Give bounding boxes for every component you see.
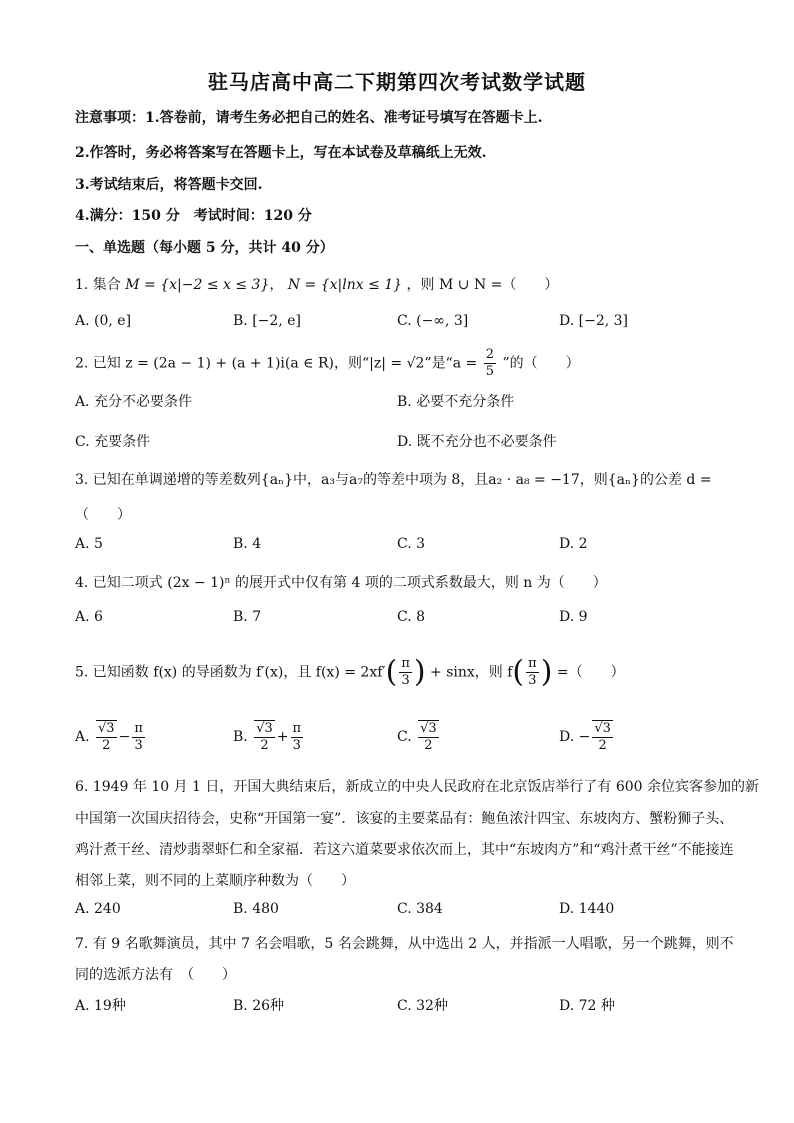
q1-option-c: C. (−∞, 3] [397, 313, 469, 329]
q7-option-b: B. 26种 [233, 998, 285, 1014]
q5-b-label: B. [233, 729, 248, 745]
q6-option-a: A. 240 [75, 901, 121, 917]
q5-a-den: 2 [102, 738, 111, 753]
question-7-line1: 7. 有 9 名歌舞演员，其中 7 名会唱歌，5 名会跳舞，从中选出 2 人，并指派一人唱歌，另一个跳舞，则不 [75, 936, 734, 952]
q5-option-c [397, 720, 441, 754]
page-title: 驻马店高中高二下期第四次考试数学试题 [208, 70, 586, 94]
question-3-stem-line2: （ ） [75, 507, 131, 523]
section-heading: 一、单选题（每小题 5 分，共计 40 分） [75, 240, 334, 256]
question-6-line4: 相邻上菜，则不同的上菜顺序种数为（ ） [75, 873, 355, 889]
q5-fraction-2 [526, 656, 539, 689]
q5-b-frac1 [254, 720, 275, 754]
q3-option-b: B. 4 [233, 536, 262, 552]
q4-option-b: B. 7 [233, 609, 262, 625]
q3-option-a: A. 5 [75, 536, 103, 552]
q5-a-num2: π [134, 720, 143, 736]
q5-b-op: + [276, 729, 289, 745]
q5-c-frac [418, 720, 439, 754]
notice-4: 4.满分：150 分 考试时间：120 分 [75, 208, 312, 224]
q5-frac2-den: 3 [528, 673, 537, 688]
q5-a-den2: 3 [134, 737, 143, 753]
q1-option-d: D. [−2, 3] [559, 313, 628, 329]
q5-a-label: A. [75, 729, 90, 745]
q5-b-num: √3 [256, 721, 273, 736]
q2-option-b: B. 必要不充分条件 [397, 394, 515, 410]
q2-frac-den: 5 [485, 364, 494, 379]
notice-2: 2.作答时，务必将答案写在答题卡上，写在本试卷及草稿纸上无效. [75, 145, 487, 161]
q2-frac-num: 2 [485, 347, 494, 362]
q5-option-b [233, 720, 305, 754]
q5-paren-open-2: ( [512, 654, 525, 690]
question-1-stem [75, 274, 558, 294]
q1-sep: ， [269, 277, 284, 293]
q2-option-d: D. 既不充分也不必要条件 [397, 434, 557, 450]
q2-fraction [484, 347, 496, 380]
question-6-line2: 中国第一次国庆招待会，史称“开国第一宴”．该宴的主要菜品有：鲍鱼浓汁四宝、东坡肉方、蟹粉狮子头、 [75, 811, 734, 827]
q5-a-op: − [118, 729, 131, 745]
q5-a-frac1 [96, 720, 117, 754]
q1-prefix: 1. 集合 [75, 277, 121, 293]
q7-option-d: D. 72 种 [559, 998, 615, 1014]
q5-c-label: C. [397, 729, 412, 745]
question-3-stem-line1: 3. 已知在单调递增的等差数列{aₙ}中，a₃与a₇的等差中项为 8，且a₂ · a₈ = −17，则{aₙ}的公差 d = [75, 472, 712, 488]
q1-option-a: A. (0, e] [75, 313, 132, 329]
q5-a-num: √3 [98, 721, 115, 736]
q1-set-m: M = {x|−2 ≤ x ≤ 3} [125, 277, 270, 293]
question-2-stem [75, 347, 580, 380]
q1-set-n: N = {x|lnx ≤ 1} [287, 277, 403, 293]
q5-frac1-den: 3 [401, 673, 410, 688]
q6-option-b: B. 480 [233, 901, 279, 917]
q6-option-c: C. 384 [397, 901, 443, 917]
q5-frac2-num: π [528, 656, 537, 671]
notice-3: 3.考试结束后，将答题卡交回. [75, 177, 263, 193]
q5-paren-close: ) [413, 654, 426, 690]
q5-fraction-1 [399, 656, 412, 689]
q5-frac1-num: π [401, 656, 410, 671]
q5-b-den2: 3 [292, 737, 301, 753]
q5-d-frac [592, 720, 613, 754]
q2-stem-a: 2. 已知 z = (2a − 1) + (a + 1)i(a ∈ R)，则“|z| = √2”是“a = [75, 355, 478, 372]
q5-b-num2: π [292, 720, 302, 736]
q4-option-c: C. 8 [397, 609, 426, 625]
q3-option-c: C. 3 [397, 536, 426, 552]
q5-d-op: − [578, 729, 591, 745]
q3-option-d: D. 2 [559, 536, 588, 552]
q5-d-num: √3 [594, 721, 611, 736]
q2-option-c: C. 充要条件 [75, 434, 151, 450]
q4-option-d: D. 9 [559, 609, 588, 625]
q5-b-den: 2 [260, 738, 269, 753]
q5-option-a [75, 720, 147, 754]
q5-b-frac2 [291, 721, 304, 754]
q6-option-d: D. 1440 [559, 901, 615, 917]
q5-option-d [559, 720, 615, 754]
q2-option-a: A. 充分不必要条件 [75, 394, 193, 410]
q5-c-den: 2 [424, 738, 433, 753]
q5-stem-b: + sinx，则 f [430, 664, 513, 681]
q7-option-c: C. 32种 [397, 998, 448, 1014]
question-4-stem: 4. 已知二项式 (2x − 1)ⁿ 的展开式中仅有第 4 项的二项式系数最大，则 n 为（ ） [75, 575, 607, 591]
q1-suffix: ，则 M ∪ N =（ ） [406, 277, 559, 293]
q1-option-b: B. [−2, e] [233, 313, 301, 329]
q5-d-den: 2 [598, 738, 607, 753]
q7-option-a: A. 19种 [75, 998, 126, 1014]
q5-c-num: √3 [420, 721, 437, 736]
q5-paren-open: ( [385, 654, 398, 690]
q5-stem-c: =（ ） [556, 664, 625, 681]
question-7-line2: 同的选派方法有 （ ） [75, 967, 236, 983]
q5-a-frac2 [132, 721, 145, 754]
q5-d-label: D. [559, 729, 575, 745]
question-5-stem [75, 656, 625, 689]
q4-option-a: A. 6 [75, 609, 103, 625]
q5-paren-close-2: ) [540, 654, 553, 690]
q5-stem-a: 5. 已知函数 f(x) 的导函数为 f′(x)，且 f(x) = 2xf′ [75, 664, 386, 681]
q2-stem-b: ”的（ ） [502, 355, 580, 372]
notice-1: 注意事项：1.答卷前，请考生务必把自己的姓名、准考证号填写在答题卡上. [75, 110, 543, 126]
question-6-line3: 鸡汁煮干丝、清炒翡翠虾仁和全家福．若这六道菜要求依次而上，其中“东坡肉方”和“鸡汁煮干丝”不能接连 [75, 842, 734, 858]
question-6-line1: 6. 1949 年 10 月 1 日，开国大典结束后，新成立的中央人民政府在北京饭店举行了有 600 余位宾客参加的新 [75, 779, 760, 795]
